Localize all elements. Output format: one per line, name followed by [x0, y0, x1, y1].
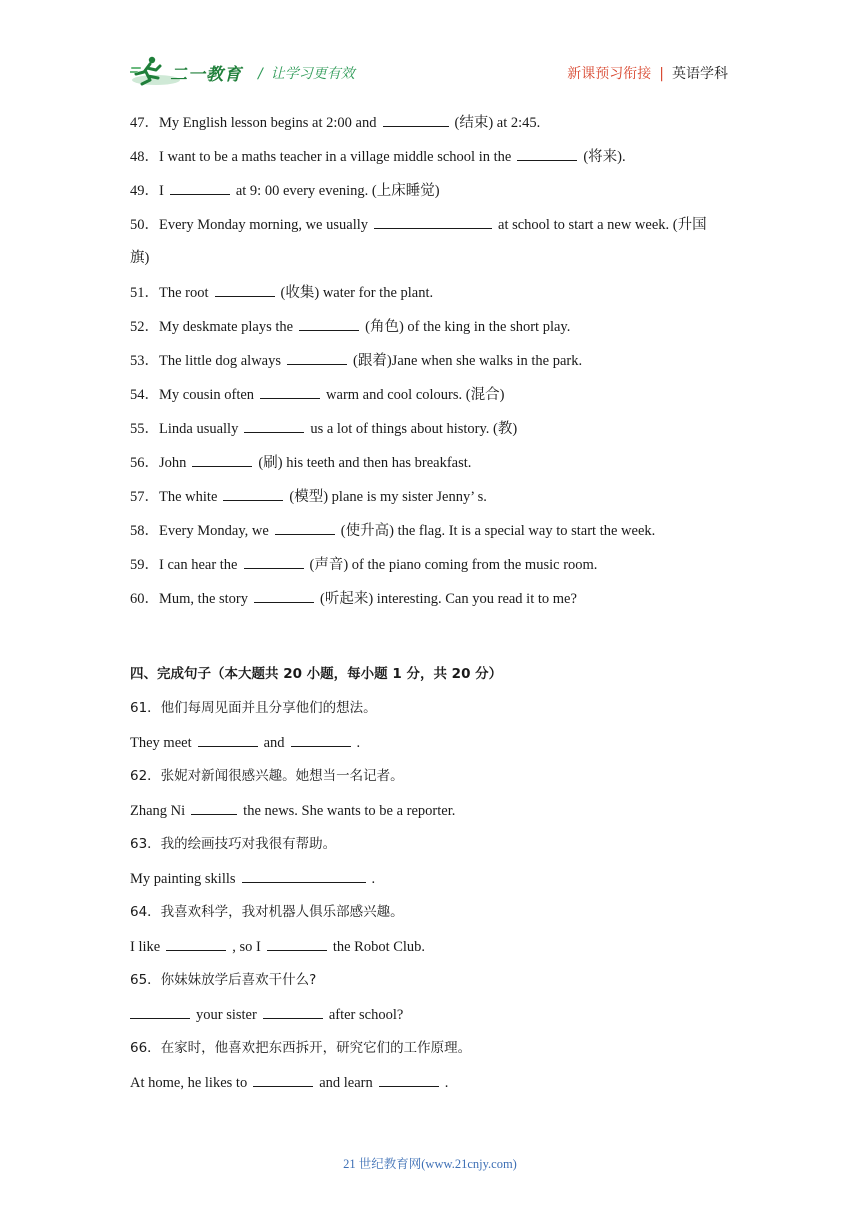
question-55: 55．Linda usually us a lot of things about history. (教) — [130, 418, 517, 439]
question-60: 60．Mum, the story (听起来) interesting. Can you read it to me? — [130, 588, 577, 609]
sentence-64: I like , so I the Robot Club. — [130, 936, 425, 957]
sentence-66-prompt: 66．在家时，他喜欢把东西拆开，研究它们的工作原理。 — [130, 1040, 472, 1056]
logo-text: 二一教育 — [170, 65, 242, 85]
question-57: 57．The white (模型) plane is my sister Jenny’ s. — [130, 486, 487, 507]
question-48: 48．I want to be a maths teacher in a village middle school in the (将来). — [130, 146, 626, 167]
answer-blank[interactable] — [260, 384, 320, 399]
answer-blank[interactable] — [130, 1004, 190, 1019]
answer-blank[interactable] — [198, 732, 258, 747]
answer-blank[interactable] — [242, 868, 366, 883]
sentence-61: They meet and . — [130, 732, 360, 753]
slogan-slash: / — [258, 66, 263, 82]
slogan — [258, 63, 355, 83]
question-58: 58．Every Monday, we (使升高) the flag. It is a special way to start the week. — [130, 520, 655, 541]
answer-blank[interactable] — [166, 936, 226, 951]
answer-blank[interactable] — [379, 1072, 439, 1087]
sentence-64-prompt: 64．我喜欢科学，我对机器人俱乐部感兴趣。 — [130, 904, 404, 920]
question-47: 47．My English lesson begins at 2:00 and (结束) at 2:45. — [130, 112, 540, 133]
course-title: 新课预习衔接 — [567, 66, 652, 82]
question-52: 52．My deskmate plays the (角色) of the king in the short play. — [130, 316, 570, 337]
answer-blank[interactable] — [383, 112, 449, 127]
answer-blank[interactable] — [170, 180, 230, 195]
question-50: 50．Every Monday morning, we usually at school to start a new week. (升国 — [130, 214, 707, 235]
slogan-text: 让学习更有效 — [270, 66, 355, 82]
answer-blank[interactable] — [299, 316, 359, 331]
sentence-65-prompt: 65．你妹妹放学后喜欢干什么? — [130, 972, 317, 988]
sentence-63-prompt: 63．我的绘画技巧对我很有帮助。 — [130, 836, 337, 852]
sentence-65: your sister after school? — [130, 1004, 403, 1025]
question-59: 59．I can hear the (声音) of the piano coming from the music room. — [130, 554, 597, 575]
question-54: 54．My cousin often warm and cool colours. (混合) — [130, 384, 504, 405]
answer-blank[interactable] — [215, 282, 275, 297]
answer-blank[interactable] — [192, 452, 252, 467]
answer-blank[interactable] — [253, 1072, 313, 1087]
answer-blank[interactable] — [223, 486, 283, 501]
subject-label: 英语学科 — [672, 66, 728, 82]
question-56: 56．John (刷) his teeth and then has breakfast. — [130, 452, 471, 473]
answer-blank[interactable] — [254, 588, 314, 603]
sentence-61-prompt: 61．他们每周见面并且分享他们的想法。 — [130, 700, 377, 716]
answer-blank[interactable] — [374, 214, 492, 229]
question-53: 53．The little dog always (跟着)Jane when she walks in the park. — [130, 350, 582, 371]
answer-blank[interactable] — [291, 732, 351, 747]
answer-blank[interactable] — [275, 520, 335, 535]
sentence-62: Zhang Ni the news. She wants to be a reporter. — [130, 800, 455, 821]
question-51: 51．The root (收集) water for the plant. — [130, 282, 433, 303]
course-tag — [567, 63, 728, 83]
section-4-title: 四、完成句子（本大题共 20 小题，每小题 1 分，共 20 分） — [130, 666, 503, 682]
answer-blank[interactable] — [263, 1004, 323, 1019]
course-separator: | — [659, 66, 664, 82]
answer-blank[interactable] — [517, 146, 577, 161]
sentence-63: My painting skills . — [130, 868, 375, 889]
answer-blank[interactable] — [287, 350, 347, 365]
page-header — [130, 54, 730, 92]
answer-blank[interactable] — [191, 800, 237, 815]
sentence-62-prompt: 62．张妮对新闻很感兴趣。她想当一名记者。 — [130, 768, 404, 784]
question-49: 49．I at 9: 00 every evening. (上床睡觉) — [130, 180, 440, 201]
page-footer: 21 世纪教育网(www.21cnjy.com) — [343, 1157, 517, 1171]
question-50-cont: 旗) — [130, 250, 150, 266]
answer-blank[interactable] — [267, 936, 327, 951]
sentence-66: At home, he likes to and learn . — [130, 1072, 448, 1093]
answer-blank[interactable] — [244, 554, 304, 569]
answer-blank[interactable] — [244, 418, 304, 433]
